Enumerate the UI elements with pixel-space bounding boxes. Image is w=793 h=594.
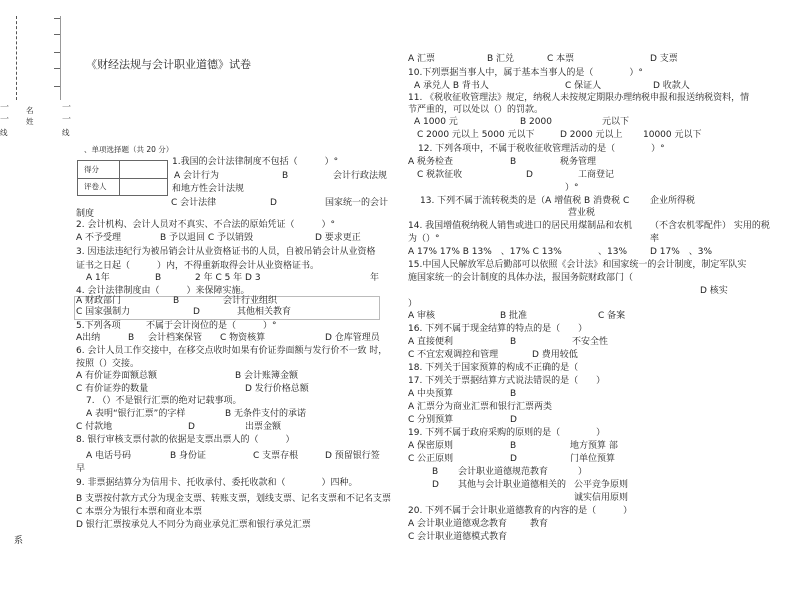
left-text-line: B 无条件支付的承诺 [225, 409, 307, 419]
right-text-line: A 汇票 [408, 54, 436, 64]
right-text-line: 营业税 [568, 208, 596, 218]
right-text-line: 地方预算 部 [570, 441, 618, 451]
department-label: 系 [14, 536, 24, 546]
right-text-line: B [432, 467, 439, 477]
left-text-line: C 付款地 [76, 422, 113, 432]
right-text-line: 14. 我国增值税纳税人销售或进口的居民用煤制品和农机 [408, 221, 633, 231]
right-text-line: A 直接便利 [408, 337, 454, 347]
right-text-line: C 不宜宏观调控和管理 [408, 350, 499, 360]
right-text-line: 10000 元以下 [643, 130, 702, 140]
right-text-line: B 批准 [500, 311, 528, 321]
left-text-line: B [155, 273, 162, 283]
right-text-line: A 中央预算 [408, 389, 454, 399]
left-text-line: C 本票分为银行本票和商业本票 [76, 507, 203, 517]
binding-line [60, 16, 61, 100]
right-text-line: ） [408, 299, 418, 309]
left-text-line: 3. 因违法违纪行为被吊销会计从业资格证书的人员，自被吊销会计从业资格 [76, 247, 376, 257]
left-text-line: A 不予受理 [76, 233, 122, 243]
right-text-line: A 承兑人 B 背书人 [414, 81, 489, 91]
score-label: 得分 [84, 165, 99, 174]
right-text-line: C 会计职业道德模式教育 [408, 532, 508, 542]
left-text-line: D 预留银行签 [325, 451, 380, 461]
left-text-line: 7. （）不是银行汇票的绝对记载事项。 [86, 396, 242, 406]
left-text-line: A 财政部门 [76, 296, 122, 306]
left-text-line: C 物资核算 [220, 333, 266, 343]
right-text-line: C 税款征收 [417, 170, 463, 180]
right-text-line: 15.中国人民解放军总后勤部可以依照《会计法》和国家统一的会计制度，制定军队实 [408, 260, 747, 270]
right-text-line: 施国家统一的会计制度的具体办法，报国务院财政部门（ [408, 273, 634, 283]
left-text-line: 制度 [76, 209, 95, 219]
right-text-line: 元以下 [602, 117, 630, 127]
right-text-line: 工商登记 [578, 170, 615, 180]
left-text-line: 和地方性会计法规 [172, 184, 245, 194]
right-text-line: （不含农机零配件） 实用的税 [650, 221, 770, 231]
left-text-line: 年 [370, 273, 380, 283]
score-table [77, 160, 168, 196]
left-text-line: A出纳 [76, 333, 101, 343]
right-text-line: C 分别预算 [408, 415, 454, 425]
right-text-line: B [510, 441, 517, 451]
right-text-line: 、13% [598, 247, 628, 257]
right-text-line: D [510, 415, 517, 425]
right-text-line: B [510, 337, 517, 347]
page-title: 《财经法规与会计职业道德》试卷 [86, 58, 251, 71]
left-text-line: 2 年 C 5 年 D 3 [195, 273, 261, 283]
seal-line-label: 线 [0, 128, 8, 137]
right-text-line: 诚实信用原则 [574, 493, 629, 503]
left-text-line: 早 [76, 464, 86, 474]
left-text-line: 1.我国的会计法律制度不包括（ ）° [172, 157, 339, 167]
left-text-line: 4. 会计法律制度由（ ）来保障实施。 [76, 286, 250, 296]
left-text-line: B 支票按付款方式分为现金支票、转账支票，划线支票、记名支票和不记名支票 [76, 494, 392, 504]
right-text-line: D 支票 [650, 54, 678, 64]
left-text-line: 国家统一的会计 [325, 198, 389, 208]
binding-tick [54, 34, 60, 35]
left-text-line: B [128, 333, 135, 343]
left-text-line: A 电话号码 [86, 451, 132, 461]
left-text-line: 会计档案保管 [148, 333, 203, 343]
right-text-line: 17. 下列关于票据结算方式说法错误的是（ ） [408, 376, 606, 386]
left-text-line: D 要求更正 [315, 233, 361, 243]
left-text-line: 会计行业组织 [223, 296, 278, 306]
left-text-line: C 会计法律 [171, 198, 217, 208]
left-text-line: 8. 银行审核支票付款的依据是支票出票人的（ ） [76, 435, 295, 445]
left-text-line: C 支票存根 [253, 451, 299, 461]
left-text-line: C 有价证券的数量 [76, 384, 149, 394]
left-text-line: 会计行政法规 [333, 171, 388, 181]
right-text-line: D [510, 454, 517, 464]
right-text-line: 16. 下列不属于现金结算的特点的是（ ） [408, 324, 588, 334]
right-text-line: A 税务检查 [408, 157, 454, 167]
right-text-line: D 收款人 [653, 81, 690, 91]
right-text-line: A 审核 [408, 311, 436, 321]
right-text-line: C 本票 [547, 54, 575, 64]
right-text-line: 会计职业道德规范教育 [458, 467, 549, 477]
right-text-line: B [510, 157, 517, 167]
binding-dash: 一 [0, 103, 10, 113]
surname-label: 姓 [26, 117, 34, 126]
binding-tick [54, 68, 60, 69]
right-text-line: D 费用较低 [532, 350, 578, 360]
left-text-line: B 予以退回 C 予以销毁 [160, 233, 254, 243]
left-text-line: D 仓库管理员 [325, 333, 380, 343]
left-text-line: B 会计账簿金额 [235, 371, 299, 381]
left-text-line: D [188, 422, 195, 432]
right-text-line: B 汇兑 [487, 54, 515, 64]
right-text-line: A 汇票分为商业汇票和银行汇票两类 [408, 402, 553, 412]
right-text-line: 18. 下列关于国家预算的构成不正确的是（ [408, 363, 579, 373]
grader-label: 评卷人 [84, 182, 107, 191]
left-text-line: A 表明“银行汇票”的字样 [86, 409, 186, 419]
right-text-line: D [432, 480, 439, 490]
right-text-line: B [510, 389, 517, 399]
right-text-line: 12. 下列各项中，不属于税收征收管理活动的是（ ）° [418, 144, 665, 154]
right-text-line: 其他与会计职业道德相关的 [458, 480, 567, 490]
right-text-line: 10.下列票据当事人中，属于基本当事人的是（ ）° [408, 68, 643, 78]
left-text-line: 证书之日起（ ）内，不得重新取得会计从业资格证书。 [76, 261, 320, 271]
binding-dash: 一 [62, 103, 72, 113]
name-label: 名 [26, 106, 34, 115]
right-text-line: ） [578, 467, 588, 477]
binding-tick [54, 52, 60, 53]
right-text-line: C 备案 [598, 311, 626, 321]
right-text-line: 不安全性 [572, 337, 609, 347]
left-text-line: 按照（）交接。 [76, 359, 140, 369]
left-text-line: B 身份证 [170, 451, 207, 461]
left-text-line: A 1年 [86, 273, 110, 283]
binding-tick [54, 86, 60, 87]
binding-tick [54, 18, 60, 19]
left-text-line: B [282, 171, 289, 181]
right-text-line: A 会计职业道德观念教育 [408, 519, 508, 529]
right-text-line: C 公正原则 [408, 454, 454, 464]
right-text-line: 企业所得税 [650, 196, 696, 206]
right-text-line: A 17% 17% B 13% 、17% C 13% [408, 247, 562, 257]
right-text-line: ）° [565, 183, 579, 193]
left-text-line: 9. 非票据结算分为信用卡、托收承付、委托收款和（ ）四种。 [76, 478, 358, 488]
left-text-line: 6. 会计人员工作交接中，在移交点收时如果有价证券面额与发行价不一致 时， [76, 346, 388, 356]
binding-dash: 一 [62, 115, 72, 125]
right-text-line: 20. 下列不属于会计职业道德教育的内容的是（ ） [408, 506, 633, 516]
right-text-line: 公平竞争原则 [574, 480, 629, 490]
left-text-line: 其他相关教育 [237, 307, 292, 317]
right-text-line: 门单位预算 [570, 454, 616, 464]
left-text-line: D [270, 198, 277, 208]
right-text-line: A 1000 元 [414, 117, 458, 127]
left-text-line: B [173, 296, 180, 306]
left-text-line: 出票金额 [245, 422, 282, 432]
left-text-line: 5.下列各项 [76, 321, 121, 331]
left-text-line: D 银行汇票按承兑人不同分为商业承兑汇票和银行承兑汇票 [76, 520, 311, 530]
right-text-line: 11. 《税收征收管理法》规定，纳税人未按规定期限办理纳税申报和报送纳税资料，情 [408, 93, 750, 103]
right-text-line: 为（）° [408, 234, 440, 244]
right-text-line: 税务管理 [560, 157, 597, 167]
right-text-line: D [526, 170, 533, 180]
right-text-line: 率 [650, 234, 660, 244]
right-text-line: 19. 下列不属于政府采购的原则的是（ ） [408, 428, 606, 438]
left-text-line: A 会计行为 [174, 171, 220, 181]
right-text-line: D 2000 元以上 [560, 130, 623, 140]
right-text-line: D 17% 、3% [650, 247, 713, 257]
right-text-line: 节严重的，可以处以（）的罚款。 [408, 105, 544, 115]
seal-line-label: 线 [62, 128, 70, 137]
left-text-line: D 发行价格总额 [245, 384, 309, 394]
right-text-line: 教育 [530, 519, 549, 529]
right-text-line: C 保证人 [565, 81, 602, 91]
left-text-line: D [193, 307, 200, 317]
right-text-line: D 核实 [700, 286, 728, 296]
left-text-line: 不属于会计岗位的是（ ）° [146, 321, 277, 331]
right-text-line: 13. 下列不属于流转税类的是（A 增值税 B 消费税 C [420, 196, 630, 206]
right-text-line: C 2000 元以上 5000 元以下 [417, 130, 535, 140]
binding-dash: 一 [0, 115, 10, 125]
binding-dash-line [16, 16, 17, 100]
section-heading: 、单项选择题（共 20 分） [84, 145, 174, 154]
right-text-line: B 2000 [520, 117, 552, 127]
left-text-line: A 有价证券面额总额 [76, 371, 158, 381]
left-text-line: 2. 会计机构、会计人员对不真实、不合法的原始凭证（ ）° [76, 220, 335, 230]
left-text-line: C 国家强制力 [76, 307, 131, 317]
right-text-line: A 保密原则 [408, 441, 454, 451]
